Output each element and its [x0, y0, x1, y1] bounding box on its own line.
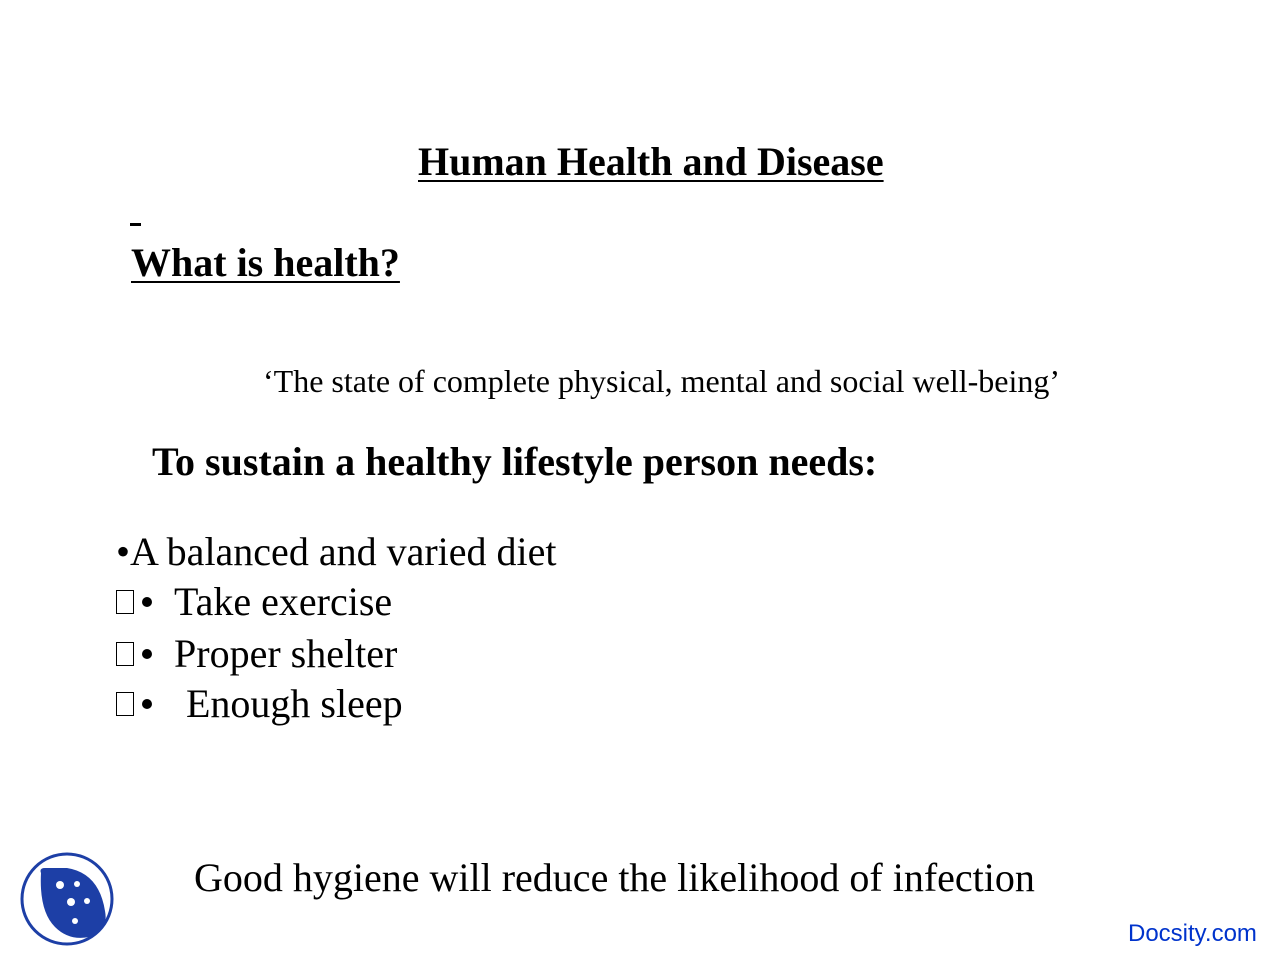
bullet-icon — [142, 699, 152, 709]
dash-mark — [130, 223, 141, 226]
docsity-watermark[interactable]: Docsity.com — [1128, 920, 1257, 947]
hygiene-statement: Good hygiene will reduce the likelihood of infection — [194, 855, 1035, 900]
missing-glyph-box-icon — [116, 590, 134, 614]
question-heading: What is health? — [131, 240, 400, 285]
docsity-logo-icon — [19, 851, 115, 947]
sustain-heading: To sustain a healthy lifestyle person needs: — [152, 439, 878, 484]
list-item-exercise — [116, 578, 392, 625]
list-item-label: Enough sleep — [186, 681, 403, 726]
slide-title: Human Health and Disease — [418, 139, 884, 184]
bullet-icon — [142, 597, 152, 607]
list-item-label: •A balanced and varied diet — [116, 529, 557, 574]
list-item-label: Proper shelter — [174, 631, 398, 676]
docsity-logo-svg — [19, 851, 115, 947]
list-item-sleep — [116, 680, 403, 727]
list-item-shelter — [116, 630, 397, 677]
list-item-label: Take exercise — [174, 579, 393, 624]
missing-glyph-box-icon — [116, 692, 134, 716]
health-definition: ‘The state of complete physical, mental and social well-being’ — [263, 363, 1061, 399]
list-item-diet — [116, 528, 557, 575]
missing-glyph-box-icon — [116, 642, 134, 666]
bullet-icon — [142, 649, 152, 659]
